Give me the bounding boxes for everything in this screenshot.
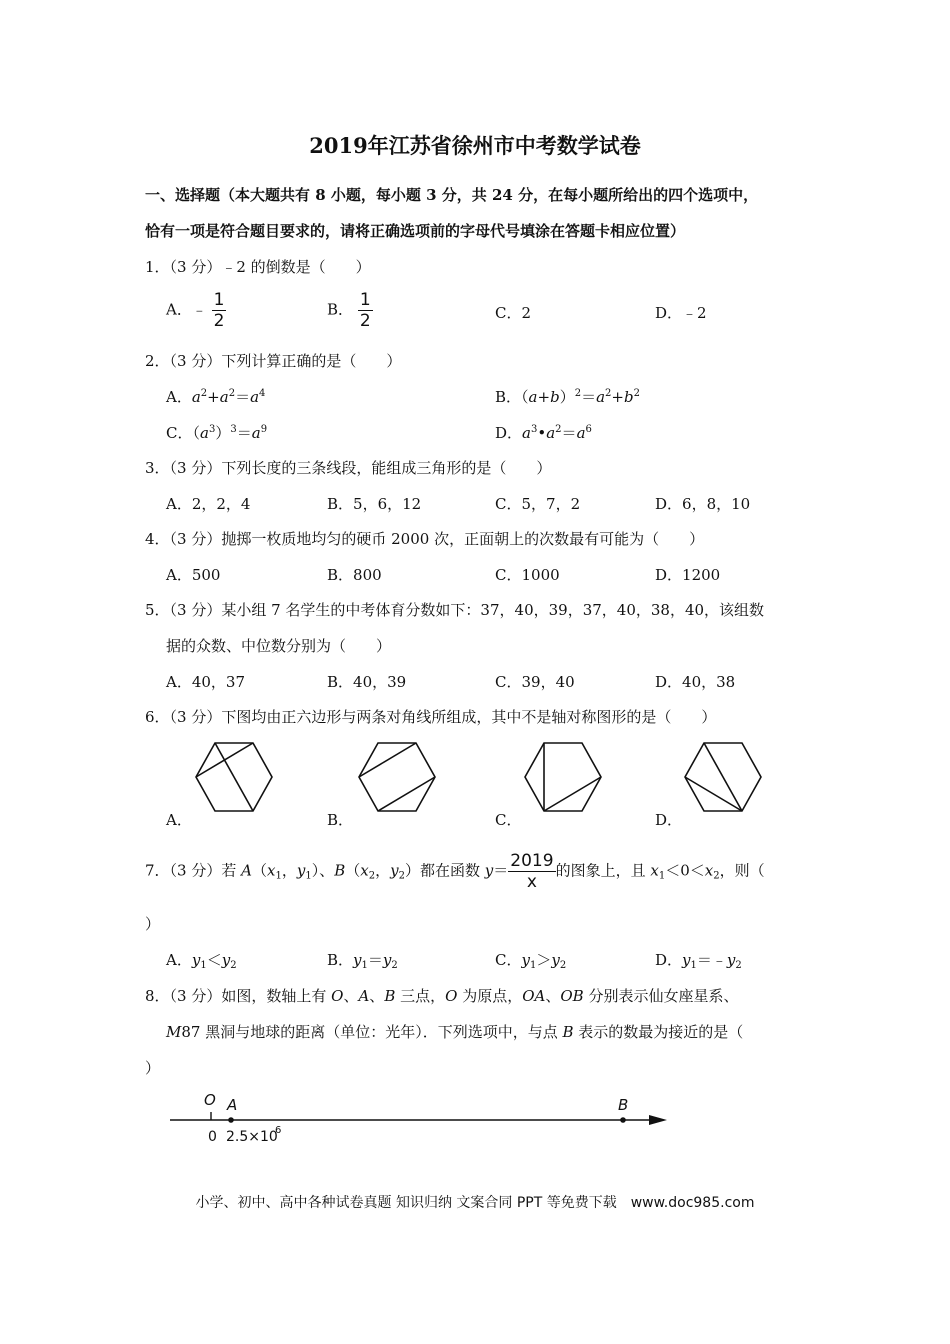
label-zero: 0 [208,1129,217,1145]
label-b: B [618,1096,629,1114]
label-a: A [227,1096,238,1114]
label-a-value: 2.5×10 [226,1129,278,1145]
q8-stem-line2: M87 黑洞与地球的距离（单位：光年）．下列选项中，与点 B 表示的数最为接近的是（ [166,1023,744,1041]
section-header-line2: 恰有一项是符合题目要求的，请将正确选项前的字母代号填涂在答题卡相应位置） [145,222,686,240]
q6-option-b: B． [327,811,354,829]
q1-option-c: C．2 [495,304,532,322]
q3-option-d: D．6，8，10 [655,495,751,513]
q6-stem: 6．（3 分）下图均由正六边形与两条对角线所组成，其中不是轴对称图形的是（ ） [145,708,717,726]
q6-hexagon-b [355,740,439,814]
q5-option-d: D．40，38 [655,673,736,691]
label-o: O [204,1091,216,1109]
axis-arrow [649,1115,667,1125]
q6-hexagon-a [192,740,276,814]
q1-option-a: A．﹣ $\frac{1}{2}$ [166,290,225,331]
q4-stem: 4．（3 分）抛掷一枚质地均匀的硬币 2000 次，正面朝上的次数最有可能为（ ） [145,530,705,548]
q5-option-a: A．40，37 [166,673,246,691]
q8-stem-line1: 8．（3 分）如图，数轴上有 O、A、B 三点，O 为原点，OA、OB 分别表示仙女座星系、 [145,987,739,1005]
q7-stem-close: ） [145,915,161,933]
q2-option-c: C．$(a^3)^3=a^9$ [166,424,268,442]
q7-option-a: A．$y_1<y_2$ [166,951,237,971]
q8-number-line [165,1088,675,1148]
page-footer: 小学、初中、高中各种试卷真题 知识归纳 文案合同 PPT 等免费下载 www.doc985.com [195,1195,755,1211]
q4-option-a: A．500 [166,566,221,584]
label-a-exponent: 6 [275,1125,282,1136]
q5-option-c: C．39，40 [495,673,575,691]
q7-stem: 7．（3 分）若 $A(x_1$，$y_1$）、$B(x_2$，$y_2$）都在函数 y＝ $\frac{2019}{x}$ 的图象上，且 $x_1<0<x_2$，则（ [145,851,765,892]
q6-option-a: A． [166,811,192,829]
q5-stem-line2: 据的众数、中位数分别为（ ） [166,637,392,655]
q3-option-a: A．2，2，4 [166,495,251,513]
q4-option-c: C．1000 [495,566,560,584]
q1-stem: 1．（3 分）﹣2 的倒数是（ ） [145,258,371,276]
q7-option-d: D．$y_1=﹣y_2$ [655,951,742,971]
page-title: 2019年江苏省徐州市中考数学试卷 [309,133,641,158]
section-header-line1: 一、选择题（本大题共有 8 小题，每小题 3 分，共 24 分，在每小题所给出的四个选项中， [145,186,759,204]
q2-stem: 2．（3 分）下列计算正确的是（ ） [145,352,402,370]
point-b [620,1117,626,1123]
q8-stem-close: ） [145,1059,161,1077]
q3-stem: 3．（3 分）下列长度的三条线段，能组成三角形的是（ ） [145,459,552,477]
q3-option-b: B．5，6，12 [327,495,422,513]
q3-option-c: C．5，7，2 [495,495,581,513]
q1-option-d: D．﹣2 [655,304,707,322]
q4-option-d: D．1200 [655,566,721,584]
q2-option-a: A．$a^2+a^2=a^4$ [166,388,266,406]
point-a [228,1117,234,1123]
q5-stem-line1: 5．（3 分）某小组 7 名学生的中考体育分数如下：37，40，39，37，40，38，40，该组数 [145,601,765,619]
q7-option-c: C．$y_1>y_2$ [495,951,567,971]
q7-option-b: B．$y_1=y_2$ [327,951,398,971]
q5-option-b: B．40，39 [327,673,407,691]
q6-option-c: C． [495,811,522,829]
q2-option-b: B．$(a+b)^2=a^2+b^2$ [495,388,640,406]
q6-hexagon-d [681,740,765,814]
q6-hexagon-c [521,740,605,814]
q4-option-b: B．800 [327,566,382,584]
q2-option-d: D．$a^3•a^2=a^6$ [495,424,592,442]
q1-option-b: B． $\frac{1}{2}$ [327,290,371,331]
q6-option-d: D． [655,811,683,829]
